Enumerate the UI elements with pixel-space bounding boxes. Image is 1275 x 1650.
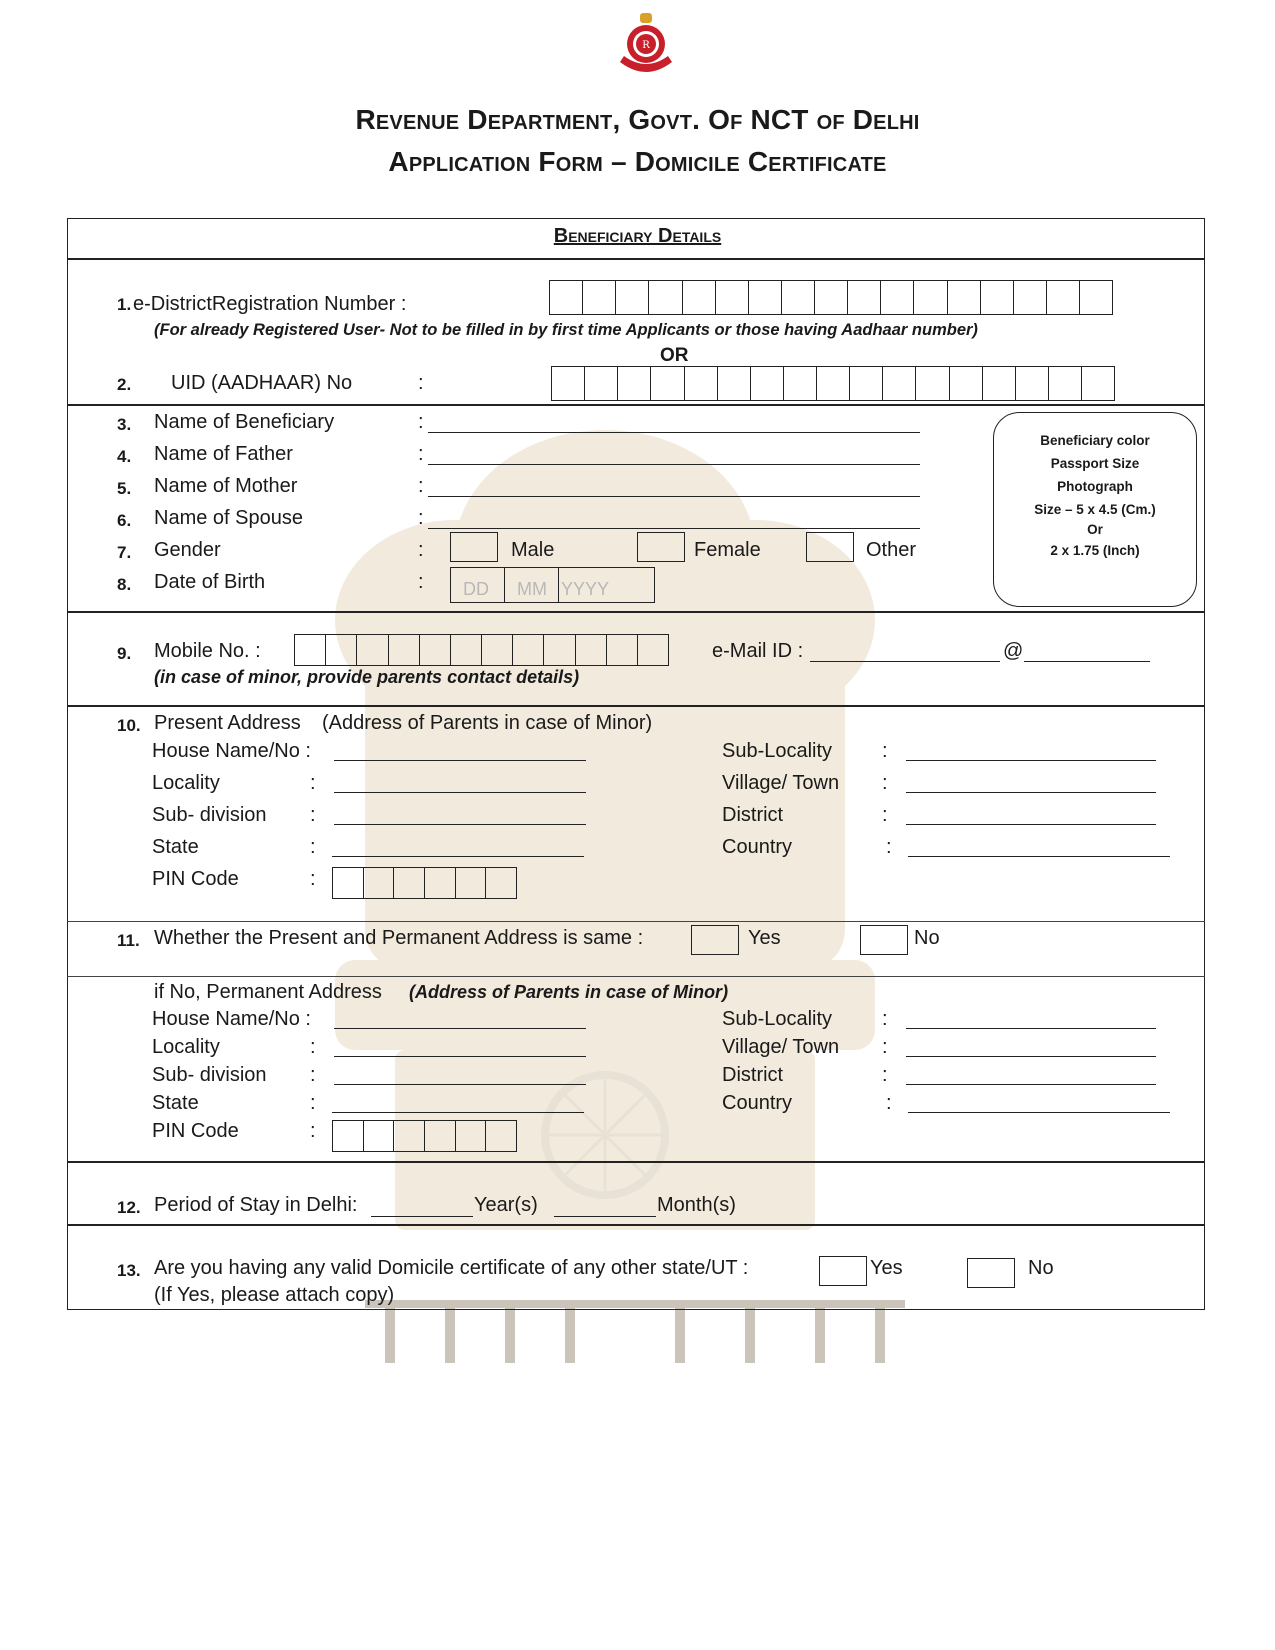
- other-domicile-no-label: No: [1028, 1257, 1054, 1279]
- house-label: House Name/No :: [152, 740, 311, 762]
- present-house-field[interactable]: [334, 760, 586, 761]
- edistrict-label: e-DistrictRegistration Number :: [133, 293, 407, 315]
- mobile-note: (in case of minor, provide parents contact details): [154, 667, 580, 687]
- item-number: 4.: [117, 447, 132, 466]
- department-title: Revenue Department, Govt. Of NCT of Delhi: [355, 104, 920, 135]
- date-of-birth-input[interactable]: [450, 567, 655, 603]
- colon: :: [310, 836, 316, 858]
- colon: :: [886, 836, 892, 858]
- gender-label: Gender: [154, 539, 221, 561]
- present-district-field[interactable]: [906, 824, 1156, 825]
- other-domicile-no-checkbox[interactable]: [967, 1258, 1015, 1288]
- stay-months-label: Month(s): [657, 1194, 736, 1216]
- country-label: Country: [722, 1092, 793, 1114]
- permanent-district-field[interactable]: [906, 1084, 1156, 1085]
- permanent-address-note: (Address of Parents in case of Minor): [409, 982, 729, 1002]
- present-locality-field[interactable]: [334, 792, 586, 793]
- colon: :: [310, 1092, 316, 1114]
- edistrict-registration-input[interactable]: [549, 280, 1113, 315]
- form-title: Application Form – Domicile Certificate: [388, 146, 887, 177]
- mobile-number-input[interactable]: [294, 634, 669, 666]
- colon: :: [310, 868, 316, 890]
- state-label: State: [152, 836, 199, 858]
- colon: :: [310, 772, 316, 794]
- item-number: 1.: [117, 295, 132, 314]
- colon: :: [310, 804, 316, 826]
- father-name-field[interactable]: [428, 464, 920, 465]
- gender-other-checkbox[interactable]: [806, 532, 854, 562]
- item-number: 5.: [117, 479, 132, 498]
- father-name-label: Name of Father: [154, 443, 293, 465]
- locality-label: Locality: [152, 772, 220, 794]
- dob-label: Date of Birth: [154, 571, 266, 593]
- colon: :: [882, 772, 888, 794]
- other-domicile-yes-checkbox[interactable]: [819, 1256, 867, 1286]
- mother-name-field[interactable]: [428, 496, 920, 497]
- present-address-note: (Address of Parents in case of Minor): [322, 712, 653, 734]
- sublocality-label: Sub-Locality: [722, 1008, 833, 1030]
- stay-years-label: Year(s): [474, 1194, 538, 1216]
- dob-month-placeholder: MM: [505, 568, 559, 602]
- item-number: 9.: [117, 644, 132, 663]
- email-at-sign: @: [1003, 640, 1024, 662]
- beneficiary-name-label: Name of Beneficiary: [154, 411, 335, 433]
- gender-other-label: Other: [866, 539, 917, 561]
- beneficiary-name-field[interactable]: [428, 432, 920, 433]
- stay-period-label: Period of Stay in Delhi:: [154, 1194, 358, 1216]
- colon: :: [418, 507, 424, 529]
- permanent-sublocality-field[interactable]: [906, 1028, 1156, 1029]
- divider: [67, 1224, 1205, 1226]
- item-number: 3.: [117, 415, 132, 434]
- email-label: e-Mail ID :: [712, 640, 804, 662]
- permanent-subdivision-field[interactable]: [334, 1084, 586, 1085]
- permanent-country-field[interactable]: [908, 1112, 1170, 1113]
- dob-day-placeholder: DD: [451, 568, 505, 602]
- mother-name-label: Name of Mother: [154, 475, 298, 497]
- colon: :: [882, 804, 888, 826]
- present-address-label: Present Address: [154, 712, 301, 734]
- district-label: District: [722, 1064, 784, 1086]
- photo-box: [993, 412, 1197, 607]
- permanent-address-label: if No, Permanent Address: [154, 981, 382, 1003]
- colon: :: [418, 475, 424, 497]
- email-domain-field[interactable]: [1024, 661, 1150, 662]
- divider: [67, 611, 1205, 613]
- sublocality-label: Sub-Locality: [722, 740, 833, 762]
- item-number: 12.: [117, 1198, 141, 1217]
- colon: :: [418, 539, 424, 561]
- item-number: 10.: [117, 716, 141, 735]
- photo-text: Beneficiary color: [1040, 433, 1150, 448]
- subdivision-label: Sub- division: [152, 1064, 267, 1086]
- other-domicile-note: (If Yes, please attach copy): [154, 1284, 395, 1306]
- colon: :: [882, 1064, 888, 1086]
- spouse-name-label: Name of Spouse: [154, 507, 303, 529]
- divider: [67, 976, 1205, 977]
- present-subdivision-field[interactable]: [334, 824, 586, 825]
- same-address-yes-label: Yes: [748, 927, 781, 949]
- other-domicile-yes-label: Yes: [870, 1257, 903, 1279]
- aadhaar-number-input[interactable]: [551, 366, 1115, 401]
- colon: :: [882, 740, 888, 762]
- pin-label: PIN Code: [152, 1120, 239, 1142]
- same-address-label: Whether the Present and Permanent Address is same :: [154, 927, 644, 949]
- aadhaar-label: UID (AADHAAR) No: [171, 372, 353, 394]
- divider: [67, 258, 1205, 260]
- item-number: 8.: [117, 575, 132, 594]
- colon: :: [310, 1120, 316, 1142]
- same-address-no-label: No: [914, 927, 940, 949]
- divider: [67, 1161, 1205, 1163]
- present-country-field[interactable]: [908, 856, 1170, 857]
- present-pin-input[interactable]: [332, 867, 517, 899]
- colon: :: [418, 571, 424, 593]
- divider: [67, 705, 1205, 707]
- country-label: Country: [722, 836, 793, 858]
- colon: :: [310, 1064, 316, 1086]
- item-number: 7.: [117, 543, 132, 562]
- present-sublocality-field[interactable]: [906, 760, 1156, 761]
- photo-text: 2 x 1.75 (Inch): [1050, 543, 1140, 558]
- colon: :: [886, 1092, 892, 1114]
- same-address-no-checkbox[interactable]: [860, 925, 908, 955]
- colon: :: [882, 1036, 888, 1058]
- present-village-field[interactable]: [906, 792, 1156, 793]
- colon: :: [310, 1036, 316, 1058]
- colon: :: [418, 411, 424, 433]
- svg-text:R: R: [642, 40, 650, 51]
- divider: [67, 404, 1205, 406]
- item-number: 6.: [117, 511, 132, 530]
- village-label: Village/ Town: [722, 772, 840, 794]
- permanent-locality-field[interactable]: [334, 1056, 586, 1057]
- district-label: District: [722, 804, 784, 826]
- same-address-yes-checkbox[interactable]: [691, 925, 739, 955]
- house-label: House Name/No :: [152, 1008, 311, 1030]
- village-label: Village/ Town: [722, 1036, 840, 1058]
- email-user-field[interactable]: [810, 661, 1000, 662]
- photo-text: Or: [1087, 522, 1103, 537]
- stay-years-field[interactable]: [371, 1216, 473, 1217]
- state-label: State: [152, 1092, 199, 1114]
- dob-year-placeholder: YYYY: [561, 579, 610, 599]
- present-state-field[interactable]: [332, 856, 584, 857]
- permanent-village-field[interactable]: [906, 1056, 1156, 1057]
- mobile-label: Mobile No. :: [154, 640, 261, 662]
- photo-text: Size – 5 x 4.5 (Cm.): [1034, 502, 1156, 517]
- gender-male-checkbox[interactable]: [450, 532, 498, 562]
- item-number: 13.: [117, 1261, 141, 1280]
- photo-text: Photograph: [1057, 479, 1133, 494]
- gender-female-label: Female: [694, 539, 761, 561]
- permanent-pin-input[interactable]: [332, 1120, 517, 1152]
- other-domicile-label: Are you having any valid Domicile certificate of any other state/UT :: [154, 1257, 749, 1279]
- colon: :: [882, 1008, 888, 1030]
- pin-label: PIN Code: [152, 868, 239, 890]
- stay-months-field[interactable]: [554, 1216, 656, 1217]
- edistrict-note: (For already Registered User- Not to be filled in by first time Applicants or those having Aadhaar number): [154, 321, 978, 339]
- colon: :: [418, 372, 424, 394]
- colon: :: [418, 443, 424, 465]
- gender-female-checkbox[interactable]: [637, 532, 685, 562]
- gender-male-label: Male: [511, 539, 555, 561]
- photo-text: Passport Size: [1050, 456, 1140, 471]
- permanent-house-field[interactable]: [334, 1028, 586, 1029]
- subdivision-label: Sub- division: [152, 804, 267, 826]
- delhi-police-emblem-icon: [610, 10, 682, 82]
- divider: [67, 921, 1205, 922]
- section-title: Beneficiary Details: [553, 225, 722, 247]
- permanent-state-field[interactable]: [332, 1112, 584, 1113]
- item-number: 2.: [117, 375, 132, 394]
- spouse-name-field[interactable]: [428, 528, 920, 529]
- or-label: OR: [660, 345, 689, 366]
- item-number: 11.: [117, 931, 140, 950]
- locality-label: Locality: [152, 1036, 220, 1058]
